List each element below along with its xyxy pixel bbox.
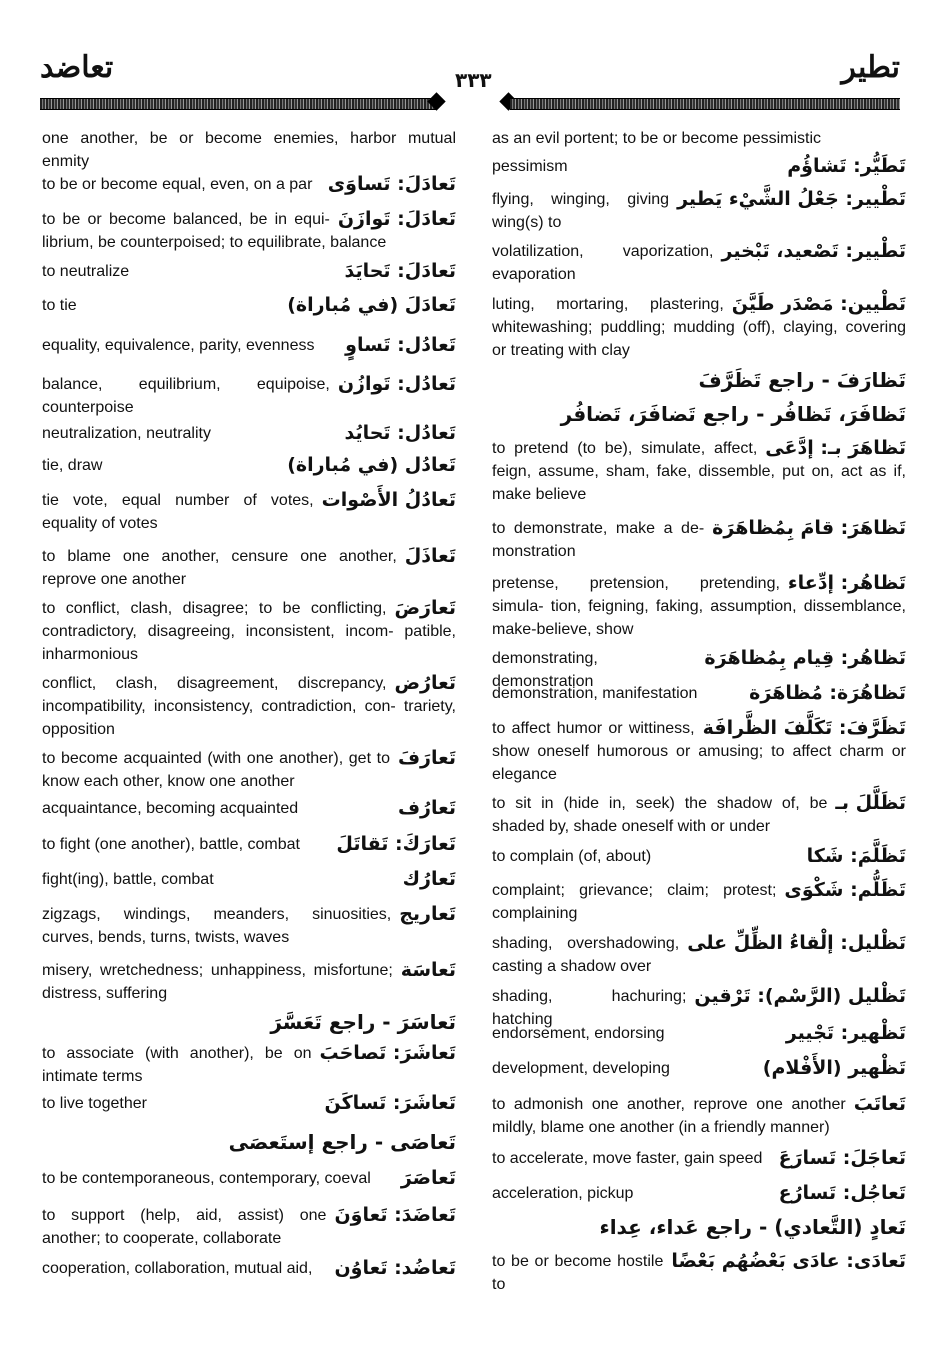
arabic-headword: تَعادُل: تَساوٍ — [345, 334, 456, 356]
dictionary-entry — [492, 717, 906, 786]
dictionary-entry — [492, 188, 906, 234]
english-definition: shading, hachuring; hatching — [492, 988, 687, 1028]
guide-word-left: تعاضد — [40, 50, 114, 85]
dictionary-entry — [42, 833, 456, 856]
dictionary-entry — [492, 517, 906, 563]
arabic-headword: تَظارَفَ - راجع تَظَرَّفَ — [698, 368, 906, 392]
dictionary-entry — [42, 903, 456, 949]
arabic-headword: تَعادَلَ: تَوازَنَ — [337, 208, 456, 230]
dictionary-entry — [42, 489, 456, 535]
arabic-headword: تَعاتَبَ — [853, 1093, 906, 1115]
dictionary-entry — [42, 959, 456, 1005]
dictionary-entry — [42, 1167, 456, 1190]
english-definition: to complain (of, about) — [492, 848, 652, 865]
english-definition: pessimism — [492, 158, 568, 175]
dictionary-entry — [492, 437, 906, 506]
dictionary-entry — [42, 545, 456, 591]
arabic-headword: تَظاهُر: إدِّعاء — [787, 572, 906, 594]
dictionary-entry — [492, 682, 906, 705]
arabic-headword: تَظَرَّفَ: تَكَلَّفَ الظَّرافَة — [702, 717, 906, 739]
guide-word-right: تطير — [841, 50, 900, 85]
arabic-headword: تَطْيير: تَصْعيد، تَبْخير — [721, 240, 906, 262]
english-definition: to fight (one another), battle, combat — [42, 836, 300, 853]
arabic-headword: تَظاهُر: قِيام بِمُظاهَرَة — [704, 647, 906, 669]
arabic-headword: تَعاشَرَ: تَصاحَبَ — [319, 1042, 456, 1064]
dictionary-entry — [42, 454, 456, 477]
arabic-headword: تَعارُف — [397, 797, 456, 819]
arabic-headword: تَعادُل: تَوازُن — [337, 373, 456, 395]
arabic-headword: تَعاسَرَ - راجع تَعَسَّرَ — [270, 1010, 456, 1034]
dictionary-entry — [492, 365, 906, 395]
arabic-headword: تَظْليل (الرَّسْم): تَرْقين — [694, 985, 906, 1007]
arabic-headword: تَعارَضَ — [394, 597, 456, 619]
dictionary-entry — [492, 1093, 906, 1139]
arabic-headword: تَعادٍ (التَّعادي) - راجع عَداء، عِداء — [599, 1215, 906, 1239]
english-definition: demonstrating, demonstration — [492, 650, 598, 690]
arabic-headword: تَعاصَرَ — [400, 1167, 456, 1189]
header-rule-right — [510, 98, 900, 110]
dictionary-entry — [42, 127, 456, 173]
english-definition: one another, be or become enemies, harbor mutual enmity — [42, 130, 456, 170]
arabic-headword: تَعاضَدَ: تَعاوَنَ — [334, 1204, 456, 1226]
english-definition: acquaintance, becoming acquainted — [42, 800, 299, 817]
dictionary-entry — [42, 294, 456, 317]
arabic-headword: تَظَلَّمَ: شَكا — [806, 845, 906, 867]
english-definition: fight(ing), battle, combat — [42, 871, 214, 888]
dictionary-entry — [42, 672, 456, 741]
dictionary-entry — [492, 879, 906, 925]
english-definition: zigzags, windings, meanders, sinuosities, curves, bends, turns, twists, waves — [42, 906, 392, 946]
english-definition: demonstration, manifestation — [492, 685, 698, 702]
page-header — [0, 0, 942, 120]
arabic-headword: تَظْهير: تَجْيير — [785, 1022, 906, 1044]
english-definition: to be or become hostile to — [492, 1253, 664, 1293]
english-definition: to blame one another, censure one another, reprove one another — [42, 548, 397, 588]
english-definition: volatilization, vaporization, evaporation — [492, 243, 714, 283]
arabic-headword: تَعادَلَ: تَساوَى — [327, 173, 456, 195]
arabic-headword: تَعاصَى - راجع إستَعصَى — [228, 1130, 456, 1154]
dictionary-entry — [42, 260, 456, 283]
dictionary-entry — [42, 334, 456, 357]
dictionary-entry — [492, 1147, 906, 1170]
english-definition: to be or become equal, even, on a par — [42, 176, 313, 193]
dictionary-entry — [492, 1212, 906, 1242]
english-definition: to live together — [42, 1095, 147, 1112]
english-definition: pretense, pretension, pretending, simula- tion, feigning, faking, assumption, dissemblance, make-believe, show — [492, 575, 906, 638]
english-definition: tie vote, equal number of votes, equality of votes — [42, 492, 314, 532]
english-definition: balance, equilibrium, equipoise, counterpoise — [42, 376, 330, 416]
english-definition: to admonish one another, reprove one another mildly, blame one another (in a friendly manner) — [492, 1096, 846, 1136]
arabic-headword: تَعارَكَ: تَقاتَلَ — [336, 833, 456, 855]
english-definition: to neutralize — [42, 263, 130, 280]
arabic-headword: تَطَيُّر: تَشاؤُم — [787, 155, 906, 177]
english-definition: to be contemporaneous, contemporary, coeval — [42, 1170, 371, 1187]
dictionary-entry — [492, 127, 906, 150]
english-definition: to support (help, aid, assist) one another; to cooperate, collaborate — [42, 1207, 327, 1247]
dictionary-entry — [492, 1057, 906, 1080]
arabic-headword: تَعاريج — [399, 903, 456, 925]
english-definition: endorsement, endorsing — [492, 1025, 665, 1042]
arabic-headword: تَعارُض — [394, 672, 456, 694]
dictionary-entry — [492, 399, 906, 429]
arabic-headword: تَعارَفَ — [397, 747, 456, 769]
dictionary-entry — [492, 1250, 906, 1296]
arabic-headword: تَعاجُل: تَسارُع — [778, 1182, 906, 1204]
dictionary-entry — [42, 208, 456, 254]
arabic-headword: تَعادُل: تَحايُد — [344, 422, 456, 444]
dictionary-entry — [492, 932, 906, 978]
dictionary-entry — [42, 1257, 456, 1280]
dictionary-entry — [42, 1204, 456, 1250]
arabic-headword: تَعاشَرَ: تَساكَنَ — [324, 1092, 456, 1114]
dictionary-entry — [42, 597, 456, 666]
header-rule-left — [40, 98, 436, 110]
english-definition: development, developing — [492, 1060, 670, 1077]
arabic-headword: تَظَلَّلَ بـ — [835, 792, 906, 814]
arabic-headword: تَظْليل: إلْقاءُ الظِّلِّ على — [687, 932, 906, 954]
english-definition: luting, mortaring, plastering, whitewashing; puddling; mudding (off), claying, covering or treating with clay — [492, 296, 906, 359]
arabic-headword: تَعادَلَ: تَحايَدَ — [344, 260, 456, 282]
english-definition: complaint; grievance; claim; protest; complaining — [492, 882, 777, 922]
arabic-headword: تَظَلُّم: شَكْوَى — [784, 879, 906, 901]
arabic-headword: تَعاسَة — [400, 959, 456, 981]
arabic-headword: تَعادَى: عادَى بَعْضُهُم بَعْضًا — [671, 1250, 906, 1272]
dictionary-entry — [42, 1092, 456, 1115]
arabic-headword: تَظْهير (الأَفْلام) — [762, 1057, 906, 1079]
dictionary-entry — [42, 1007, 456, 1037]
arabic-headword: تَعادُلُ الأَصْوات — [321, 489, 456, 511]
arabic-headword: تَطْيين: مَصْدَر طَيَّنَ — [731, 293, 906, 315]
english-definition: equality, equivalence, parity, evenness — [42, 337, 315, 354]
english-definition: to be or become balanced, be in equi- librium, be counterpoised; to equilibrate, balance — [42, 211, 387, 251]
english-definition: as an evil portent; to be or become pessimistic — [492, 130, 822, 147]
page-number: ٣٣٣ — [455, 68, 492, 92]
english-definition: to become acquainted (with one another), get to know each other, know one another — [42, 750, 390, 790]
dictionary-entry — [42, 373, 456, 419]
arabic-headword: تَعاجَلَ: تَسارَعَ — [778, 1147, 906, 1169]
arabic-headword: تَعاضُد: تَعاوُن — [334, 1257, 456, 1279]
dictionary-entry — [492, 155, 906, 178]
arabic-headword: تَعارُك — [402, 868, 456, 890]
english-definition: acceleration, pickup — [492, 1185, 634, 1202]
arabic-headword: تَعادُل (في مُباراة) — [287, 454, 456, 476]
english-definition: tie, draw — [42, 457, 103, 474]
dictionary-entry — [492, 845, 906, 868]
dictionary-entry — [42, 1042, 456, 1088]
english-definition: to pretend (to be), simulate, affect, feign, assume, sham, fake, dissemble, put on, act as if, make believe — [492, 440, 906, 503]
english-definition: to tie — [42, 297, 77, 314]
english-definition: flying, winging, giving wing(s) to — [492, 191, 670, 231]
dictionary-entry — [42, 747, 456, 793]
english-definition: cooperation, collaboration, mutual aid, — [42, 1260, 313, 1277]
english-definition: to associate (with another), be on intimate terms — [42, 1045, 312, 1085]
dictionary-entry — [42, 1127, 456, 1157]
dictionary-entry — [42, 797, 456, 820]
dictionary-entry — [492, 572, 906, 641]
dictionary-entry — [42, 173, 456, 196]
english-definition: to accelerate, move faster, gain speed — [492, 1150, 763, 1167]
english-definition: shading, overshadowing, casting a shadow over — [492, 935, 680, 975]
arabic-headword: تَعاذَلَ — [404, 545, 456, 567]
dictionary-entry — [492, 240, 906, 286]
dictionary-entry — [492, 792, 906, 838]
dictionary-entry — [492, 1182, 906, 1205]
arabic-headword: تَطْيير: جَعْلُ الشَّيْء يَطير — [677, 188, 906, 210]
english-definition: to sit in (hide in, seek) the shadow of, be shaded by, shade oneself with or under — [492, 795, 828, 835]
arabic-headword: تَظاهَرَ: قامَ بِمُظاهَرَة — [712, 517, 906, 539]
english-definition: to conflict, clash, disagree; to be conflicting, contradictory, disagreeing, inconsistent, incom- patible, inharmonious — [42, 600, 456, 663]
dictionary-entry — [42, 422, 456, 445]
english-definition: to affect humor or wittiness, show oneself humorous or amusing; to affect charm or elegance — [492, 720, 906, 783]
english-definition: conflict, clash, disagreement, discrepancy, incompatibility, inconsistency, contradiction, con- trariety, opposition — [42, 675, 456, 738]
arabic-headword: تَظافَرَ، تَظافُر - راجع تَضافَرَ، تَضافُر — [560, 402, 906, 426]
dictionary-entry — [42, 868, 456, 891]
arabic-headword: تَعادَلَ (في مُباراة) — [287, 294, 456, 316]
dictionary-entry — [492, 293, 906, 362]
arabic-headword: تَظاهُرَة: مُظاهَرَة — [749, 682, 906, 704]
dictionary-entry — [492, 1022, 906, 1045]
english-definition: neutralization, neutrality — [42, 425, 211, 442]
arabic-headword: تَظاهَرَ بـ: إدَّعَى — [765, 437, 906, 459]
english-definition: misery, wretchedness; unhappiness, misfortune; distress, suffering — [42, 962, 393, 1002]
english-definition: to demonstrate, make a de- monstration — [492, 520, 705, 560]
